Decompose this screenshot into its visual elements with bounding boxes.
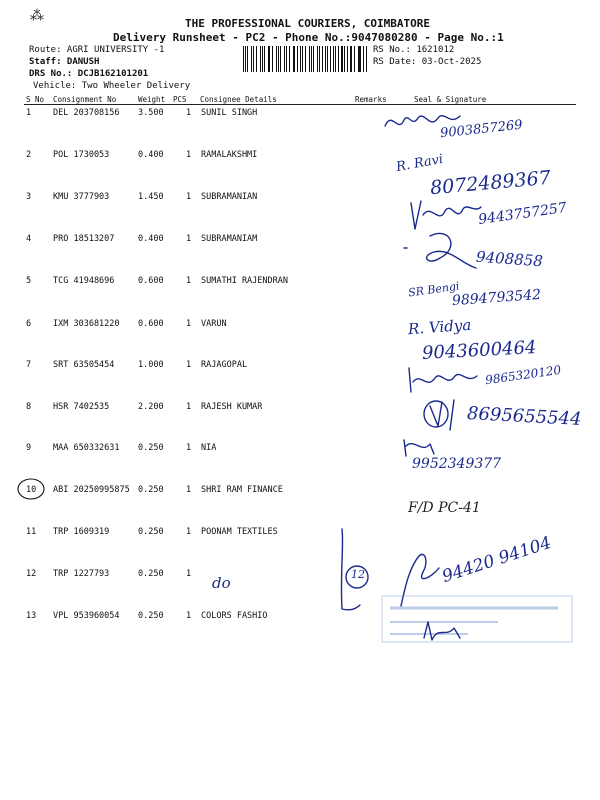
staff-label: Staff: DANUSH [29,57,100,67]
circle-mark-icon [15,476,47,502]
cell-weight: 0.250 [138,527,164,537]
cell-consignment: TRP 1227793 [53,569,110,579]
cell-consignee: SHRI RAM FINANCE [201,485,283,495]
barcode-bar [243,46,244,72]
cell-weight: 0.600 [138,276,164,286]
cell-weight: 2.200 [138,402,164,412]
barcode-icon [243,46,368,72]
hw-name-6: R. Vidya [407,315,472,339]
hw-phone-6: 9043600464 [421,337,538,364]
barcode-bar [260,46,261,72]
hw-phone-8: 8695655544 [466,403,583,430]
signature-13-icon [420,618,470,644]
col-consignee: Consignee Details [200,95,277,104]
barcode-bar [286,46,287,72]
cell-sno: 13 [26,611,37,621]
cell-consignee: RAJESH KUMAR [201,402,263,412]
barcode-bar [313,46,314,72]
cell-consignment: TRP 1609319 [53,527,110,537]
header-divider [24,104,576,105]
cell-pcs: 1 [186,569,192,579]
rs-number: RS No.: 1621012 [373,45,455,55]
cell-pcs: 1 [186,402,192,412]
cell-sno: 7 [26,360,32,370]
barcode-bar [276,46,277,72]
cell-consignee: POONAM TEXTILES [201,527,278,537]
cell-consignee: VARUN [201,319,227,329]
drs-label: DRS No.: DCJB162101201 [29,69,149,79]
cell-sno: 12 [26,569,37,579]
cell-consignee: RAJAGOPAL [201,360,248,370]
cell-consignee: SUBRAMANIAN [201,192,258,202]
hw-phone-12: 94420 94104 [439,532,554,588]
barcode-bar [269,46,270,72]
col-pcs: PCS [173,95,187,104]
cell-weight: 1.000 [138,360,164,370]
runsheet-subtitle: Delivery Runsheet - PC2 - Phone No.:9047080280 - Page No.:1 [113,31,504,44]
cell-weight: 0.400 [138,150,164,160]
barcode-bar [327,46,328,72]
cell-consignee: SUBRAMANIAM [201,234,258,244]
hw-phone-5: 9894793542 [451,286,542,310]
barcode-bar [256,46,257,72]
rs-date: RS Date: 03-Oct-2025 [373,57,482,67]
cell-consignment: MAA 650332631 [53,443,120,453]
barcode-bar [302,46,303,72]
cell-consignee: NIA [201,443,217,453]
barcode-bar [366,46,367,72]
barcode-bar [341,46,342,72]
col-signature: Seal & Signature [414,95,487,104]
cell-consignment: POL 1730053 [53,150,110,160]
cell-weight: 1.450 [138,192,164,202]
cell-sno: 2 [26,150,32,160]
hw-phone-9: 9952349377 [412,456,502,472]
company-title: THE PROFESSIONAL COURIERS, COIMBATORE [185,17,431,30]
cell-sno: 10 [26,485,37,495]
cell-consignment: SRT 63505454 [53,360,115,370]
corner-scribble-icon: ⁂ [30,8,44,24]
cell-weight: 0.250 [138,443,164,453]
cell-weight: 0.250 [138,485,164,495]
barcode-bar [294,46,295,72]
cell-consignee: SUMATHI RAJENDRAN [201,276,288,286]
cell-pcs: 1 [186,360,192,370]
cell-pcs: 1 [186,192,192,202]
signature-7-icon [405,362,485,398]
hw-ditto-12: do [212,574,231,592]
signature-4-icon [400,228,480,278]
cell-consignment: HSR 7402535 [53,402,110,412]
hw-name-2: R. Ravi [395,151,445,176]
barcode-bar [284,46,285,72]
col-sno: S No [26,95,45,104]
cell-consignment: KMU 3777903 [53,192,110,202]
hw-phone-3: 9443757257 [477,199,568,229]
barcode-bar [251,46,252,72]
barcode-bar [359,46,360,72]
cell-consignment: TCG 41948696 [53,276,115,286]
cell-consignment: PRO 18513207 [53,234,115,244]
cell-sno: 1 [26,108,32,118]
cell-weight: 3.500 [138,108,164,118]
cell-pcs: 1 [186,443,192,453]
cell-consignment: VPL 953960054 [53,611,120,621]
cell-pcs: 1 [186,611,192,621]
cell-weight: 0.600 [138,319,164,329]
hw-count-12: 12 [351,568,365,581]
hw-remark-10: F/D PC-41 [408,500,481,516]
col-remarks: Remarks [355,95,387,104]
cell-pcs: 1 [186,234,192,244]
cell-pcs: 1 [186,319,192,329]
hw-phone-1: 9003857269 [439,117,524,142]
cell-sno: 9 [26,443,32,453]
barcode-bar [305,46,306,72]
cell-sno: 8 [26,402,32,412]
cell-weight: 0.400 [138,234,164,244]
cell-weight: 0.250 [138,569,164,579]
cell-sno: 3 [26,192,32,202]
cell-sno: 4 [26,234,32,244]
barcode-bar [319,46,320,72]
route-label: Route: AGRI UNIVERSITY -1 [29,45,165,55]
company-stamp-icon [378,592,578,648]
cell-sno: 11 [26,527,37,537]
vehicle-label: Vehicle: Two Wheeler Delivery [33,81,191,91]
cell-pcs: 1 [186,108,192,118]
cell-pcs: 1 [186,527,192,537]
barcode-bar [333,46,334,72]
barcode-bar [351,46,352,72]
cell-consignee: COLORS FASHIO [201,611,268,621]
signature-8-icon [418,396,468,432]
cell-pcs: 1 [186,485,192,495]
cell-consignment: ABI 20250995875 [53,485,130,495]
cell-consignment: IXM 303681220 [53,319,120,329]
col-consignment: Consignment No [53,95,117,104]
barcode-bar [344,46,345,72]
cell-consignee: SUNIL SINGH [201,108,258,118]
cell-pcs: 1 [186,276,192,286]
cell-weight: 0.250 [138,611,164,621]
cell-pcs: 1 [186,150,192,160]
hw-phone-4: 9408858 [475,247,544,271]
col-weight: Weight [138,95,166,104]
hw-phone-2: 8072489367 [429,166,552,200]
hw-name-5: SR Bengi [407,279,461,300]
cell-consignee: RAMALAKSHMI [201,150,258,160]
cell-sno: 6 [26,319,32,329]
cell-sno: 5 [26,276,32,286]
cell-consignment: DEL 203708156 [53,108,120,118]
hw-phone-7: 9865320120 [484,362,562,388]
